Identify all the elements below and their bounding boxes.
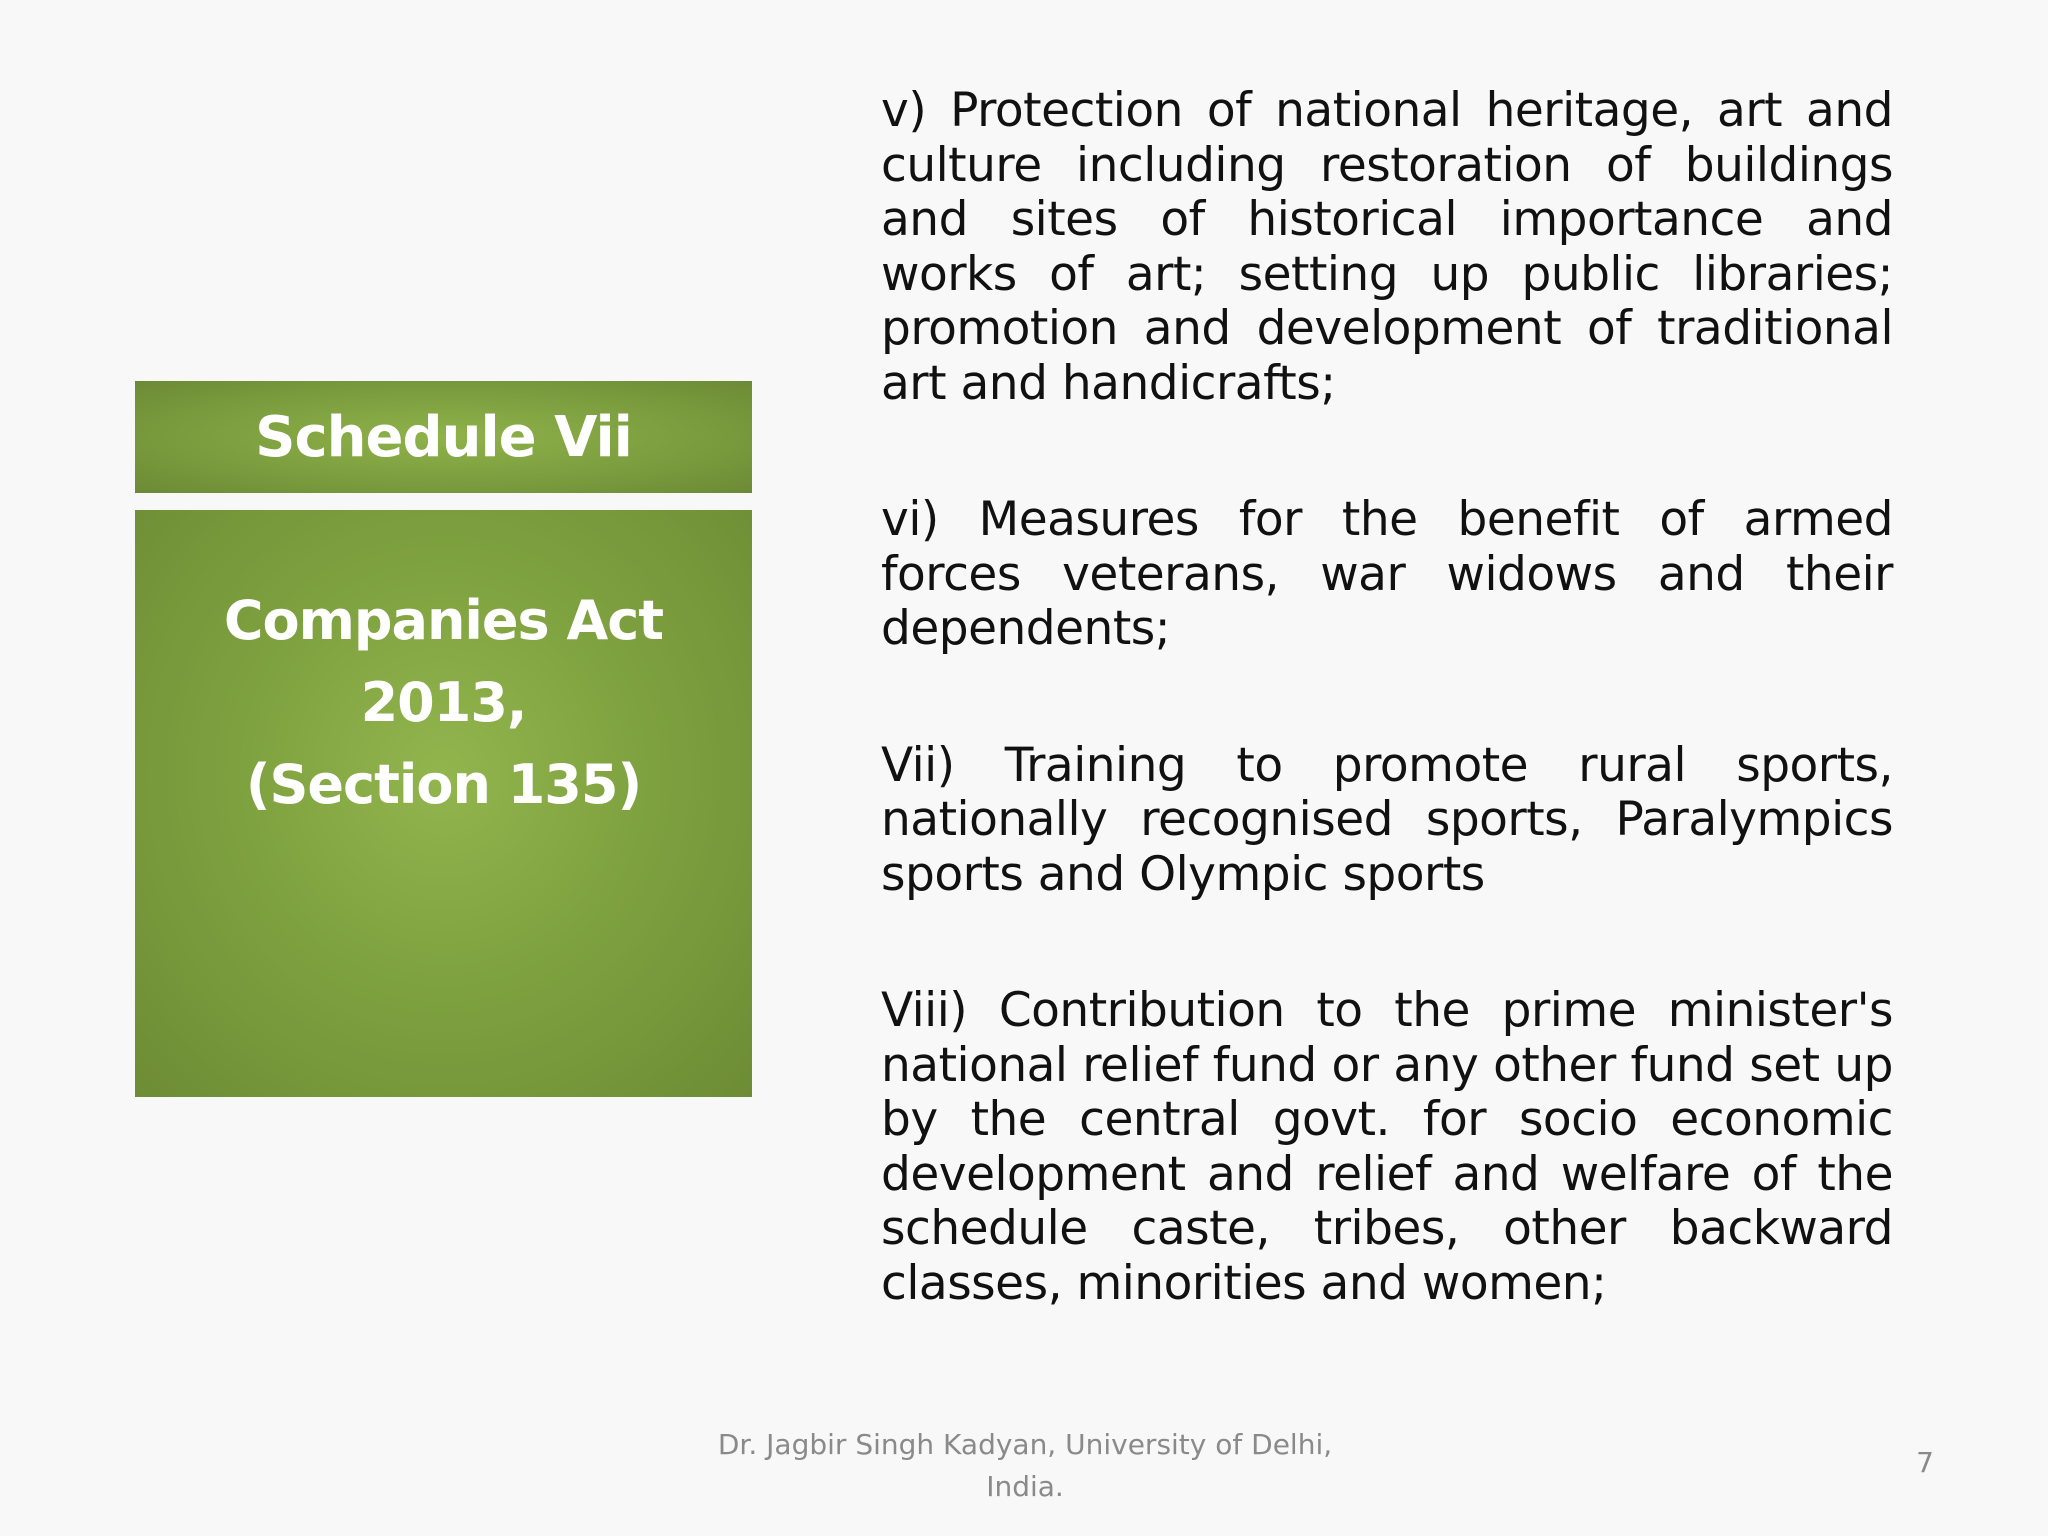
subtitle-box (135, 510, 752, 1097)
footer-author-line1: Dr. Jagbir Singh Kadyan, University of Delhi, (717, 1428, 1333, 1461)
footer-author (700, 1424, 1350, 1508)
paragraph-v: v) Protection of national heritage, art and culture including restoration of buildings and sites of historical importance and works of art; setting up public libraries; promotion and development of traditional art and handicrafts; (881, 83, 1893, 411)
content-body (881, 84, 1893, 1311)
subtitle-line: Companies Act (223, 589, 664, 652)
footer-author-line2: India. (986, 1470, 1064, 1503)
paragraph-vii: Vii) Training to promote rural sports, nationally recognised sports, Paralympics sports and Olympic sports (881, 737, 1893, 902)
subtitle-line: 2013, (360, 671, 527, 734)
paragraph-viii: Viii) Contribution to the prime minister's national relief fund or any other fund set up by the central govt. for socio economic development and relief and welfare of the schedule caste, tribes, other backward classes, minorities and women; (881, 983, 1893, 1311)
page-number: 7 (1916, 1446, 1934, 1479)
title-box (135, 381, 752, 493)
slide-title: Schedule Vii (255, 404, 632, 470)
subtitle-line: (Section 135) (245, 753, 642, 816)
paragraph-vi: vi) Measures for the benefit of armed forces veterans, war widows and their dependents; (881, 492, 1893, 656)
